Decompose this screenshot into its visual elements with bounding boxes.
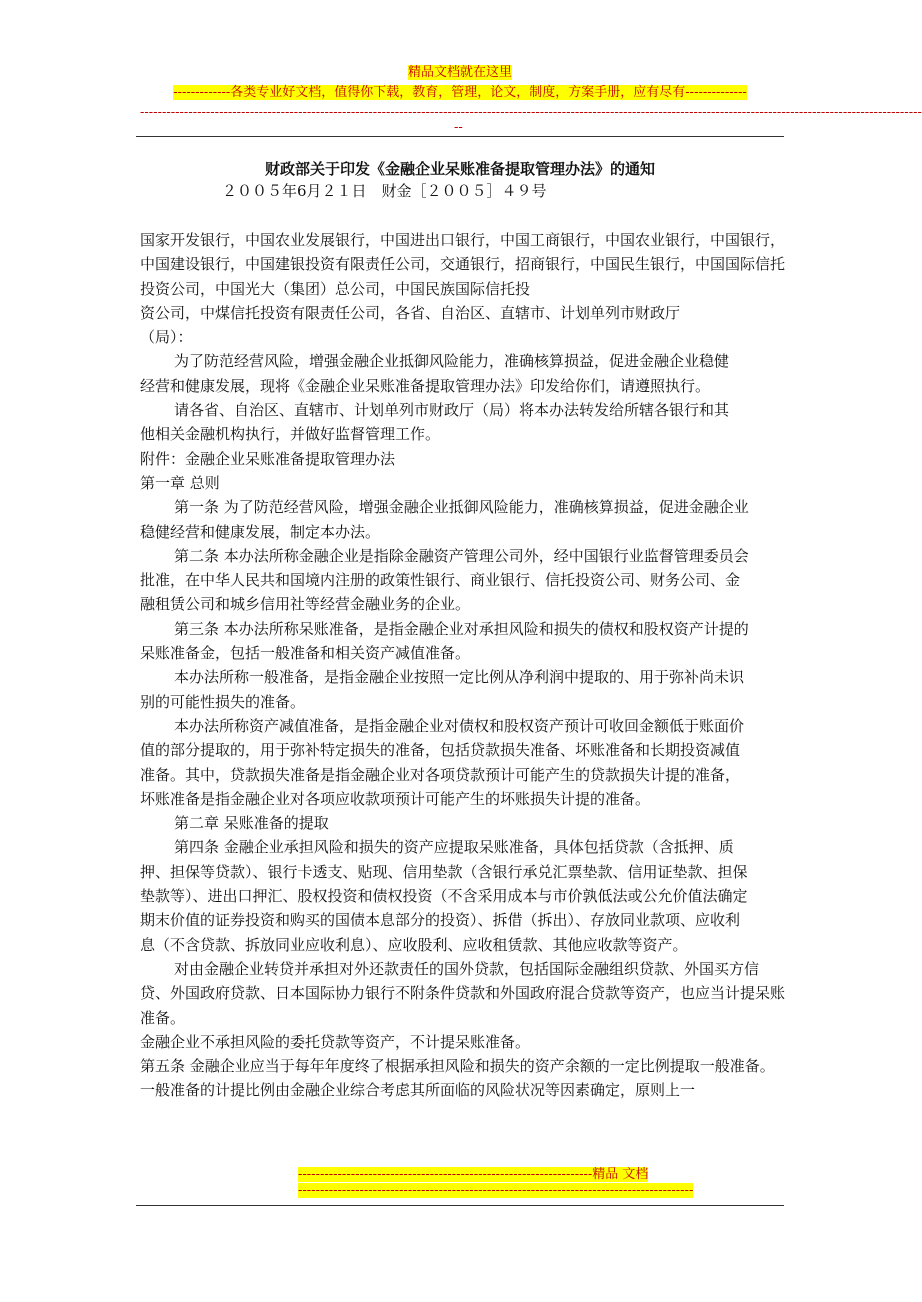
document-title: 财政部关于印发《金融企业呆账准备提取管理办法》的通知 [264, 160, 655, 178]
document-dateline: ２００５年6月２１日 财金［２００５］４９号 [222, 182, 547, 200]
article-paragraph: 本办法所称资产减值准备，是指金融企业对债权和股权资产预计可收回金额低于账面价值的部分提取的，用于弥补特定损失的准备，包括贷款损失准备、坏账准备和长期投资减值准备。其中，贷款损失准备是指金融企业对各项贷款预计可能产生的贷款损失计提的准备，坏账准备是指金融企业对各项应收款项预计可能产生的坏账损失计提的准备。 [140, 716, 745, 808]
article-paragraph: 第三条 本办法所称呆账准备，是指金融企业对承担风险和损失的债权和股权资产计提的呆账准备金，包括一般准备和相关资产减值准备。 [140, 619, 749, 663]
article-paragraph: 第五条 金融企业应当于每年年度终了根据承担风险和损失的资产余额的一定比例提取一般准备。一般准备的计提比例由金融企业综合考虑其所面临的风险状况等因素确定，原则上一 [140, 1057, 775, 1100]
attachment-line: 附件：金融企业呆账准备提取管理办法 [140, 449, 396, 468]
body-paragraph: 请各省、自治区、直辖市、计划单列市财政厅（局）将本办法转发给所辖各银行和其他相关金融机构执行，并做好监督管理工作。 [140, 401, 730, 444]
article-paragraph: 第二条 本办法所称金融企业是指除金融资产管理公司外，经中国银行业监督管理委员会批准，在中华人民共和国境内注册的政策性银行、商业银行、信托投资公司、财务公司、金融租赁公司和城乡信用社等经营金融业务的企业。 [140, 546, 749, 614]
article-paragraph: 第四条 金融企业承担风险和损失的资产应提取呆账准备，具体包括贷款（含抵押、质押、担保等贷款）、银行卡透支、贴现、信用垫款（含银行承兑汇票垫款、信用证垫款、担保垫款等）、进出口押汇、股权投资和债权投资（不含采用成本与市价孰低法或公允价值法确定期末价值的证券投资和购买的国债本息部分的投资）、拆借（拆出）、存放同业款项、应收利息（不含贷款、拆放同业应收利息）、应收股利、应收租赁款、其他应收款等资产。 [140, 838, 748, 954]
article-paragraph: 第一条 为了防范经营风险，增强金融企业抵御风险能力，准确核算损益，促进金融企业稳健经营和健康发展，制定本办法。 [140, 498, 749, 541]
header-dash-tail: -- [454, 120, 463, 135]
header-banner-slogan-text: -------------各类专业好文档，值得你下载，教育，管理，论文，制度，方案手册，应有尽有-------------- [173, 85, 747, 100]
footer-divider [136, 1205, 784, 1206]
chapter-heading: 第一章 总则 [140, 473, 220, 492]
addressee-paragraph-cont: 资公司，中煤信托投资有限责任公司，各省、自治区、直辖市、计划单列市财政厅（局）： [140, 303, 681, 347]
footer-banner-line1: -------------------------------------------------------------------精品 文档 [298, 1167, 649, 1182]
chapter-heading: 第二章 呆账准备的提取 [174, 814, 329, 833]
header-divider [136, 136, 784, 137]
article-paragraph: 金融企业不承担风险的委托贷款等资产，不计提呆账准备。 [140, 1032, 531, 1051]
footer-banner [298, 1167, 694, 1199]
article-paragraph: 对由金融企业转贷并承担对外还款责任的国外贷款，包括国际金融组织贷款、外国买方信贷、外国政府贷款、日本国际协力银行不附条件贷款和外国政府混合贷款等资产，也应当计提呆账准备。 [140, 959, 786, 1027]
article-paragraph: 本办法所称一般准备，是指金融企业按照一定比例从净利润中提取的、用于弥补尚未识别的可能性损失的准备。 [140, 668, 745, 711]
addressee-paragraph: 国家开发银行，中国农业发展银行，中国进出口银行，中国工商银行，中国农业银行，中国银行，中国建设银行，中国建银投资有限责任公司，交通银行，招商银行，中国民生银行，中国国际信托投资公司，中国光大（集团）总公司，中国民族国际信托投 [140, 231, 786, 298]
body-paragraph: 为了防范经营风险，增强金融企业抵御风险能力，准确核算损益，促进金融企业稳健经营和健康发展，现将《金融企业呆账准备提取管理办法》印发给你们，请遵照执行。 [140, 352, 730, 395]
header-banner-title [0, 64, 920, 82]
document-body [140, 228, 788, 1103]
footer-banner-line2: ------------------------------------------------------------------------------------------ [298, 1183, 694, 1198]
header-banner-title-text: 精品文档就在这里 [407, 65, 512, 80]
header-banner-slogan [0, 84, 920, 102]
header-dash-rule: ---------------------------------------------------------------------------------------------------------------------------------------------------------------------------------- [140, 105, 922, 120]
